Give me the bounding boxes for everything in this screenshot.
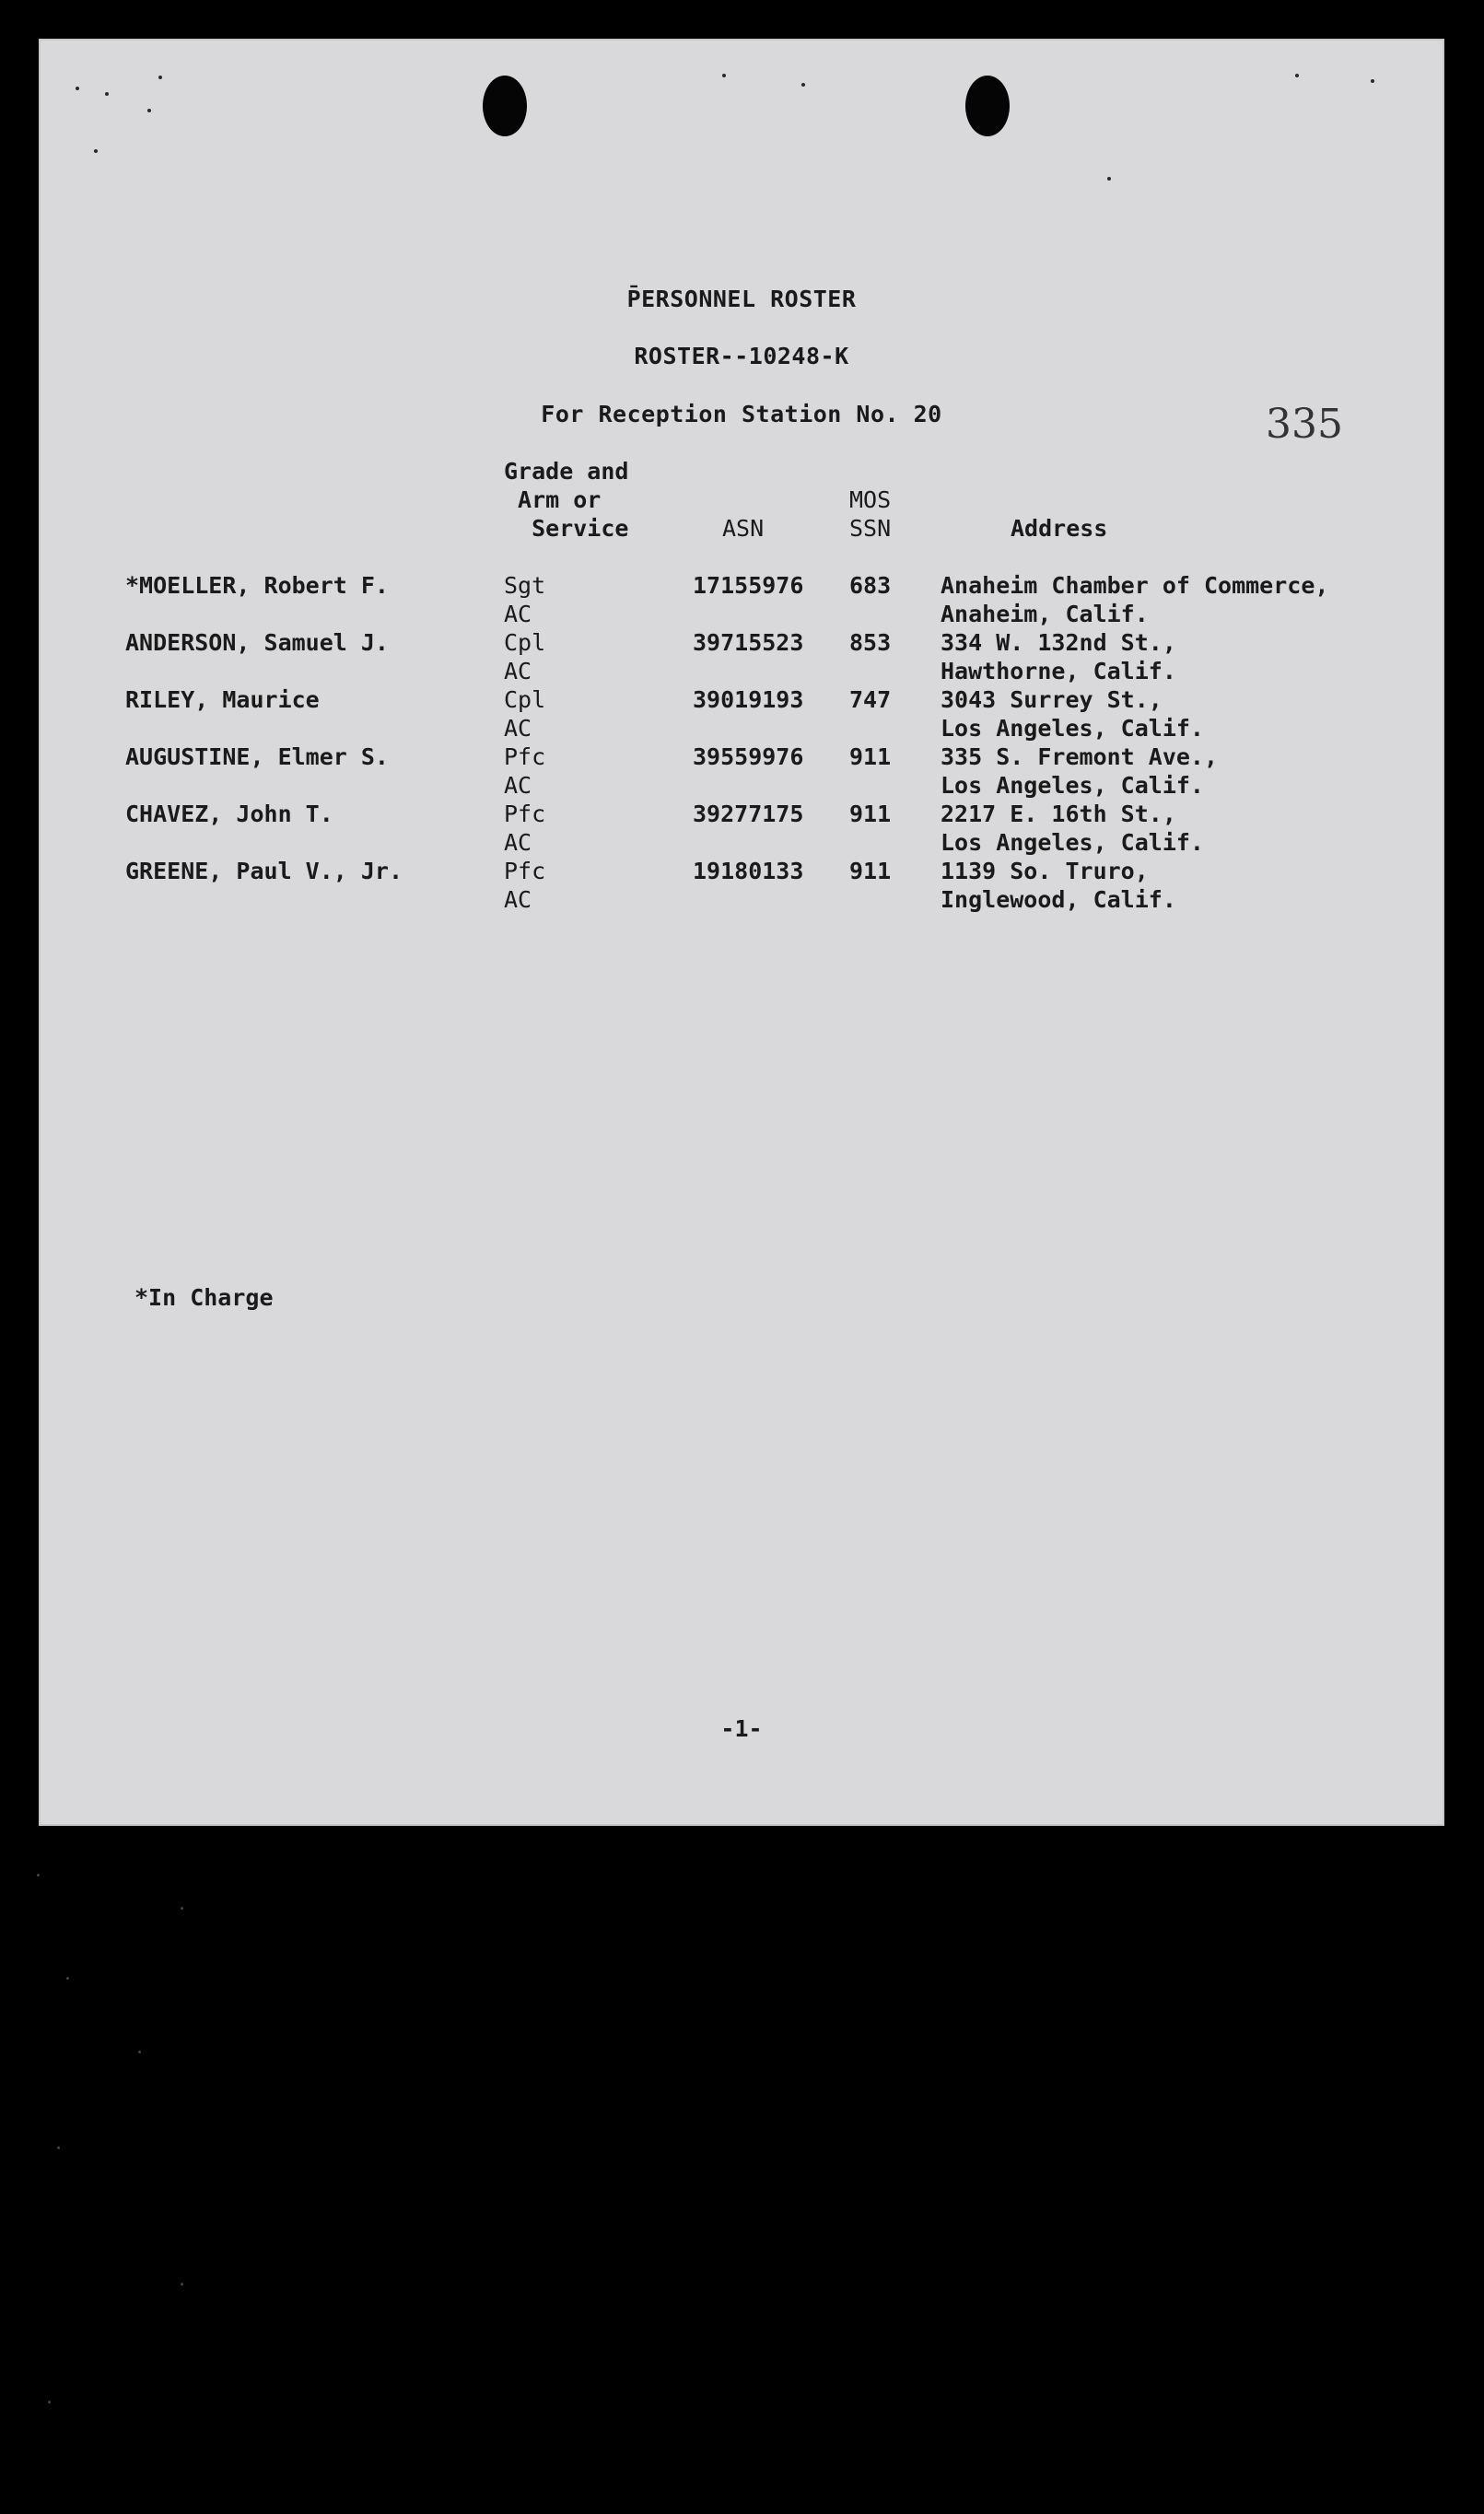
member-name: RILEY, Maurice xyxy=(125,686,320,713)
speck xyxy=(37,1874,40,1877)
member-grade: Cpl AC xyxy=(504,629,546,684)
member-name: ANDERSON, Samuel J. xyxy=(125,629,389,656)
member-asn: 39277175 xyxy=(693,801,804,827)
speck xyxy=(57,2146,60,2149)
speck xyxy=(105,92,109,96)
member-grade: Cpl AC xyxy=(504,686,546,742)
member-address: 334 W. 132nd St., Hawthorne, Calif. xyxy=(941,629,1176,684)
column-header-mos: MOS SSN xyxy=(849,486,892,542)
punch-hole-right xyxy=(965,76,1010,136)
speck xyxy=(48,2401,51,2403)
station-line: For Reception Station No. 20 xyxy=(541,401,942,427)
member-asn: 19180133 xyxy=(693,858,804,884)
document-page xyxy=(39,39,1444,1826)
speck xyxy=(94,149,98,153)
speck xyxy=(138,2051,141,2053)
speck xyxy=(722,74,726,77)
speck xyxy=(1295,74,1299,77)
member-mos: 911 xyxy=(849,801,892,827)
member-asn: 39559976 xyxy=(693,743,804,770)
speck xyxy=(66,1977,69,1980)
member-grade: Pfc AC xyxy=(504,858,546,913)
member-asn: 39019193 xyxy=(693,686,804,713)
footnote: *In Charge xyxy=(134,1284,274,1311)
speck xyxy=(181,2283,183,2286)
member-name: CHAVEZ, John T. xyxy=(125,801,333,827)
column-header-grade: Grade and Arm or Service xyxy=(504,458,629,542)
roster-number: ROSTER--10248-K xyxy=(634,343,849,369)
roster-title: P̄ERSONNEL ROSTER xyxy=(626,286,857,312)
member-name: *MOELLER, Robert F. xyxy=(125,572,389,599)
member-mos: 911 xyxy=(849,858,892,884)
page-number: -1- xyxy=(720,1715,763,1742)
column-header-address: Address xyxy=(1011,515,1108,542)
speck xyxy=(147,109,151,112)
column-header-asn: ASN xyxy=(722,515,765,542)
speck xyxy=(158,76,162,79)
speck xyxy=(76,87,79,90)
member-grade: Pfc AC xyxy=(504,743,546,799)
member-mos: 747 xyxy=(849,686,892,713)
page-stamp: 335 xyxy=(1266,401,1343,448)
member-asn: 17155976 xyxy=(693,572,804,599)
member-grade: Pfc AC xyxy=(504,801,546,856)
member-mos: 683 xyxy=(849,572,892,599)
speck xyxy=(1107,177,1111,181)
member-mos: 853 xyxy=(849,629,892,656)
member-address: 1139 So. Truro, Inglewood, Calif. xyxy=(941,858,1176,913)
member-name: AUGUSTINE, Elmer S. xyxy=(125,743,389,770)
member-name: GREENE, Paul V., Jr. xyxy=(125,858,403,884)
member-address: 335 S. Fremont Ave., Los Angeles, Calif. xyxy=(941,743,1219,799)
speck xyxy=(1371,79,1374,83)
punch-hole-left xyxy=(483,76,527,136)
member-grade: Sgt AC xyxy=(504,572,546,627)
member-asn: 39715523 xyxy=(693,629,804,656)
member-address: 2217 E. 16th St., Los Angeles, Calif. xyxy=(941,801,1204,856)
member-address: Anaheim Chamber of Commerce, Anaheim, Calif. xyxy=(941,572,1329,627)
speck xyxy=(181,1907,183,1910)
member-mos: 911 xyxy=(849,743,892,770)
member-address: 3043 Surrey St., Los Angeles, Calif. xyxy=(941,686,1204,742)
speck xyxy=(801,83,805,87)
